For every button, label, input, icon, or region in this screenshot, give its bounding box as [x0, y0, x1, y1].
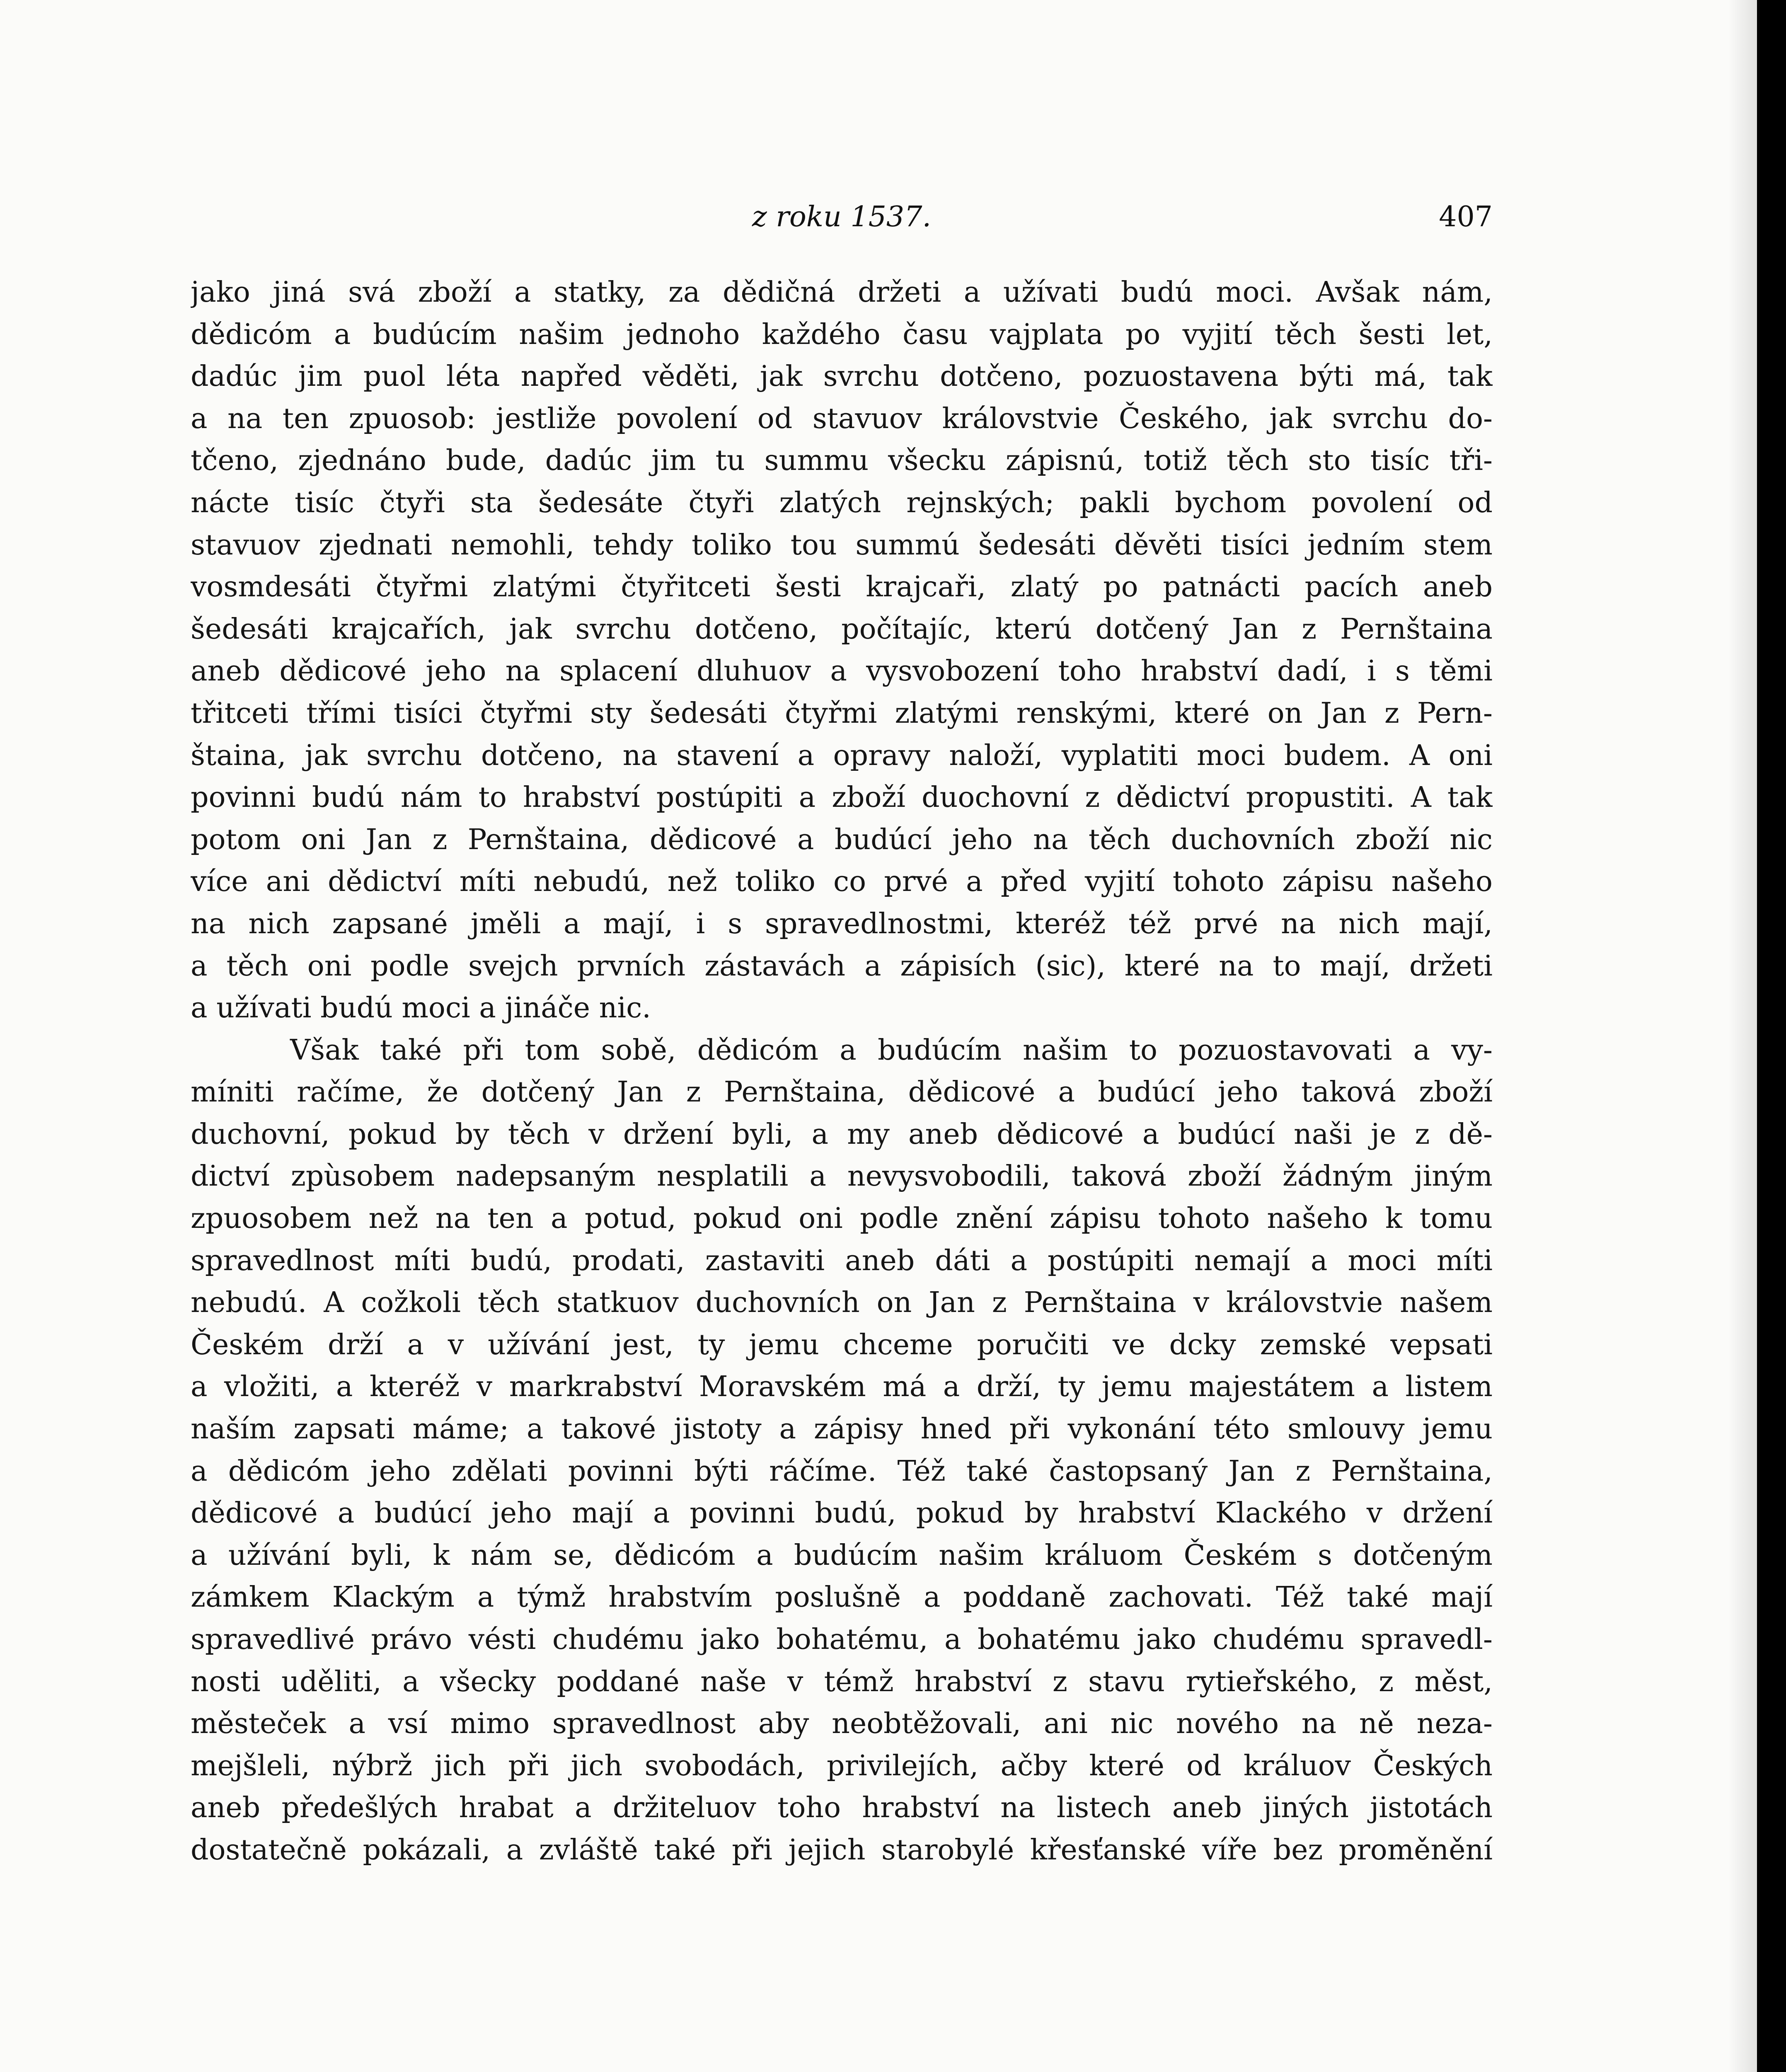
- paragraph-1: [191, 271, 1493, 1029]
- page-number: 407: [1439, 201, 1493, 233]
- body-text: [191, 271, 1493, 1871]
- text-line: šedesáti krajcařích, jak svrchu dotčeno, počítajíc, kterú dotčený Jan z Pernštaina: [191, 612, 1493, 646]
- text-line: třitceti třími tisíci čtyřmi sty šedesáti čtyřmi zlatými renskými, které on Jan z Pern-: [191, 697, 1493, 730]
- text-line: vosmdesáti čtyřmi zlatými čtyřitceti šesti krajcaři, zlatý po patnácti pacích aneb: [191, 571, 1493, 604]
- text-line: a na ten zpuosob: jestliže povolení od stavuov královstvie Českého, jak svrchu do-: [191, 402, 1493, 435]
- text-line: štaina, jak svrchu dotčeno, na stavení a opravy naloží, vyplatiti moci budem. A oni: [191, 739, 1493, 772]
- text-line: jako jiná svá zboží a statky, za dědičná držeti a užívati budú moci. Avšak nám,: [191, 276, 1493, 309]
- text-line: nácte tisíc čtyři sta šedesáte čtyři zlatých rejnských; pakli bychom povolení od: [191, 486, 1493, 519]
- text-line: dědicóm a budúcím našim jednoho každého času vajplata po vyjití těch šesti let,: [191, 318, 1493, 351]
- text-line: dictví zpùsobem nadepsaným nesplatili a nevysvobodili, taková zboží žádným jiným: [191, 1160, 1493, 1193]
- text-line: na nich zapsané jměli a mají, i s spravedlnostmi, kteréž též prvé na nich mají,: [191, 907, 1493, 940]
- text-line: nebudú. A cožkoli těch statkuov duchovních on Jan z Pernštaina v královstvie našem: [191, 1286, 1493, 1319]
- text-line: mejšleli, nýbrž jich při jich svobodách, privilejích, ačby které od králuov Českých: [191, 1749, 1493, 1782]
- text-line: aneb předešlých hrabat a držiteluov toho hrabství na listech aneb jiných jistotách: [191, 1791, 1493, 1825]
- text-line: povinni budú nám to hrabství postúpiti a zboží duochovní z dědictví propustiti. A tak: [191, 781, 1493, 814]
- text-line: a dědicóm jeho zdělati povinni býti ráčíme. Též také častopsaný Jan z Pernštaina,: [191, 1455, 1493, 1488]
- page-edge-shadow: [1728, 0, 1757, 2072]
- text-line: stavuov zjednati nemohli, tehdy toliko tou summú šedesáti děvěti tisíci jedním stem: [191, 528, 1493, 562]
- running-head: z roku 1537.: [752, 201, 932, 233]
- text-line: míniti račíme, že dotčený Jan z Pernštaina, dědicové a budúcí jeho taková zboží: [191, 1076, 1493, 1109]
- text-line: více ani dědictví míti nebudú, než toliko co prvé a před vyjití tohoto zápisu našeho: [191, 865, 1493, 898]
- text-line: a užívání byli, k nám se, dědicóm a budúcím našim králuom Českém s dotčeným: [191, 1539, 1493, 1572]
- text-line: Českém drží a v užívání jest, ty jemu chceme poručiti ve dcky zemské vepsati: [191, 1328, 1493, 1361]
- text-line: naším zapsati máme; a takové jistoty a zápisy hned při vykonání této smlouvy jemu: [191, 1413, 1493, 1446]
- text-line: nosti uděliti, a všecky poddané naše v témž hrabství z stavu rytieřského, z měst,: [191, 1665, 1493, 1698]
- text-line: spravedlivé právo vésti chudému jako bohatému, a bohatému jako chudému spravedl-: [191, 1623, 1493, 1656]
- text-line: a užívati budú moci a jináče nic.: [191, 992, 651, 1025]
- text-line: Však také při tom sobě, dědicóm a budúcím našim to pozuostavovati a vy-: [290, 1034, 1493, 1067]
- text-line: spravedlnost míti budú, prodati, zastaviti aneb dáti a postúpiti nemají a moci míti: [191, 1244, 1493, 1277]
- text-line: dostatečně pokázali, a zvláště také při jejich starobylé křesťanské víře bez proměnění: [191, 1833, 1493, 1866]
- text-line: zpuosobem než na ten a potud, pokud oni podle znění zápisu tohoto našeho k tomu: [191, 1202, 1493, 1235]
- text-line: tčeno, zjednáno bude, dadúc jim tu summu všecku zápisnú, totiž těch sto tisíc tři-: [191, 444, 1493, 477]
- text-line: dědicové a budúcí jeho mají a povinni budú, pokud by hrabství Klackého v držení: [191, 1497, 1493, 1530]
- text-line: městeček a vsí mimo spravedlnost aby neobtěžovali, ani nic nového na ně neza-: [191, 1707, 1493, 1740]
- text-line: a vložiti, a kteréž v markrabství Moravském má a drží, ty jemu majestátem a listem: [191, 1370, 1493, 1404]
- text-line: dadúc jim puol léta napřed věděti, jak svrchu dotčeno, pozuostavena býti má, tak: [191, 360, 1493, 393]
- text-line: potom oni Jan z Pernštaina, dědicové a budúcí jeho na těch duchovních zboží nic: [191, 823, 1493, 856]
- page-header: [191, 201, 1493, 246]
- text-line: zámkem Klackým a týmž hrabstvím poslušně a poddaně zachovati. Též také mají: [191, 1581, 1493, 1614]
- paragraph-2: [191, 1029, 1493, 1871]
- text-line: duchovní, pokud by těch v držení byli, a my aneb dědicové a budúcí naši je z dě-: [191, 1118, 1493, 1151]
- text-line: a těch oni podle svejch prvních zástavách a zápisích (sic), které na to mají, držeti: [191, 949, 1493, 983]
- text-line: aneb dědicové jeho na splacení dluhuov a vysvobození toho hrabství dadí, i s těmi: [191, 655, 1493, 688]
